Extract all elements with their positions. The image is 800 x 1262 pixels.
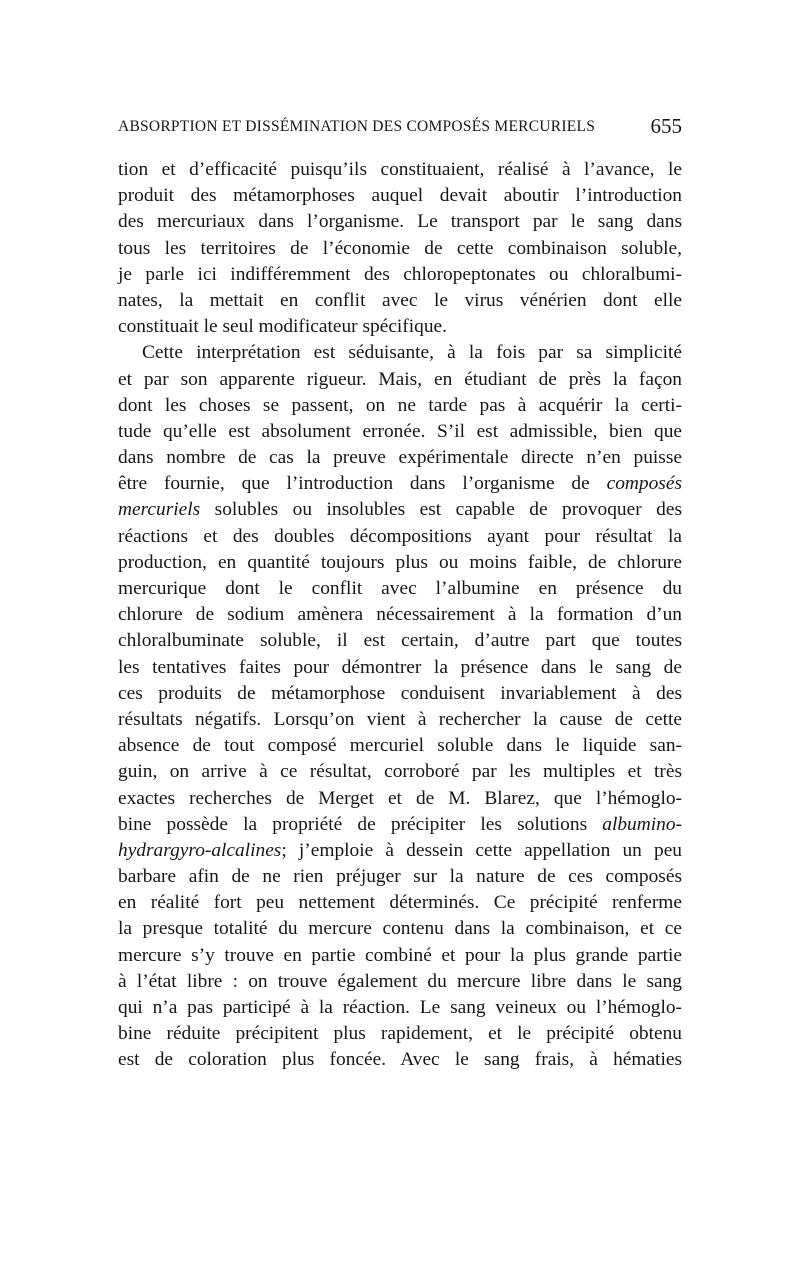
line-text: chlorure de sodium amènera nécessairement à la formation d’un [118,604,682,626]
text-line [118,183,682,209]
line-text: est de coloration plus foncée. Avec le sang frais, à hématies [118,1049,682,1071]
text-line [118,890,682,916]
italic-term: mercuriels [118,499,201,521]
text-line [118,419,682,445]
text-line [118,367,682,393]
text-line [118,393,682,419]
text-line [118,838,682,864]
line-text: Cette interprétation est séduisante, à la fois par sa simplicité [142,342,682,364]
line-text: bine réduite précipitent plus rapidement, et le précipité obtenu [118,1023,682,1045]
text-line [118,786,682,812]
line-text: et par son apparente rigueur. Mais, en étudiant de près la façon [118,368,682,390]
line-text: en réalité fort peu nettement déterminés. Ce précipité renferme [118,892,682,914]
italic-term: hydrargyro-alcalines [118,839,282,861]
text-line [118,550,682,576]
text-line [118,1021,682,1047]
text-line [118,314,682,340]
line-text: tion et d’efficacité puisqu’ils constituaient, réalisé à l’avance, le [118,159,682,180]
text-line [118,628,682,654]
text-line [118,655,682,681]
text-line [118,445,682,471]
body-text [118,157,682,1074]
text-line [118,1047,682,1073]
line-text: solubles ou insolubles est capable de provoquer des [200,499,682,521]
text-line [118,157,682,183]
text-line [118,497,682,523]
text-line [118,759,682,785]
text-line [118,602,682,628]
text-line [118,812,682,838]
italic-term: albumino- [602,813,682,835]
text-line [118,288,682,314]
running-head-title: ABSORPTION ET DISSÉMINATION DES COMPOSÉS MERCURIELS [118,118,596,135]
line-text: tude qu’elle est absolument erronée. S’il est admissible, bien que [118,420,682,442]
italic-term: composés [606,473,682,495]
text-line [118,209,682,235]
line-text: mercurique dont le conflit avec l’albumine en présence du [118,578,682,599]
line-text: à l’état libre : on trouve également du mercure libre dans le sang [118,970,682,992]
running-head [118,114,682,144]
text-line [118,864,682,890]
line-text: barbare afin de ne rien préjuger sur la nature de ces composés [118,866,682,888]
line-text: résultats négatifs. Lorsqu’on vient à rechercher la cause de cette [118,708,682,730]
line-text: réactions et des doubles décompositions ayant pour résultat la [118,525,682,547]
text-line [118,995,682,1021]
line-text: constituait le seul modificateur spécifique. [118,316,447,338]
text-line [118,969,682,995]
line-text: des mercuriaux dans l’organisme. Le transport par le sang dans [118,211,682,233]
page-number: 655 [650,114,682,138]
text-line [118,733,682,759]
line-text: chloralbuminate soluble, il est certain, d’autre part que toutes [118,630,682,652]
book-page [118,114,682,1074]
text-line [118,524,682,550]
line-text: je parle ici indifféremment des chloropeptonates ou chloralbumi- [118,263,682,285]
line-text: mercure s’y trouve en partie combiné et pour la plus grande partie [118,944,682,966]
text-line [118,576,682,602]
line-text: dans nombre de cas la preuve expérimentale directe n’en puisse [118,447,682,469]
line-text: ces produits de métamorphose conduisent invariablement à des [118,682,682,704]
line-text: absence de tout composé mercuriel soluble dans le liquide san- [118,735,682,757]
text-line [118,340,682,366]
line-text: bine possède la propriété de précipiter les solutions [118,813,603,835]
text-line [118,916,682,942]
line-text: ; j’emploie à dessein cette appellation un peu [281,839,682,861]
line-text: dont les choses se passent, on ne tarde pas à acquérir la certi- [118,394,682,416]
text-line [118,707,682,733]
text-line [118,262,682,288]
text-line [118,236,682,262]
text-line [118,943,682,969]
line-text: exactes recherches de Merget et de M. Blarez, que l’hémoglo- [118,787,682,809]
line-text: les tentatives faites pour démontrer la présence dans le sang de [118,656,682,678]
line-text: qui n’a pas participé à la réaction. Le sang veineux ou l’hémoglo- [118,997,682,1018]
line-text: produit des métamorphoses auquel devait aboutir l’introduction [118,185,682,207]
text-line [118,471,682,497]
line-text: être fournie, que l’introduction dans l’organisme de [118,473,607,495]
line-text: guin, on arrive à ce résultat, corroboré par les multiples et très [118,761,682,783]
line-text: nates, la mettait en conflit avec le virus vénérien dont elle [118,289,682,311]
line-text: la presque totalité du mercure contenu dans la combinaison, et ce [118,918,682,940]
text-line [118,681,682,707]
line-text: production, en quantité toujours plus ou moins faible, de chlorure [118,551,682,573]
line-text: tous les territoires de l’économie de cette combinaison soluble, [118,237,682,259]
